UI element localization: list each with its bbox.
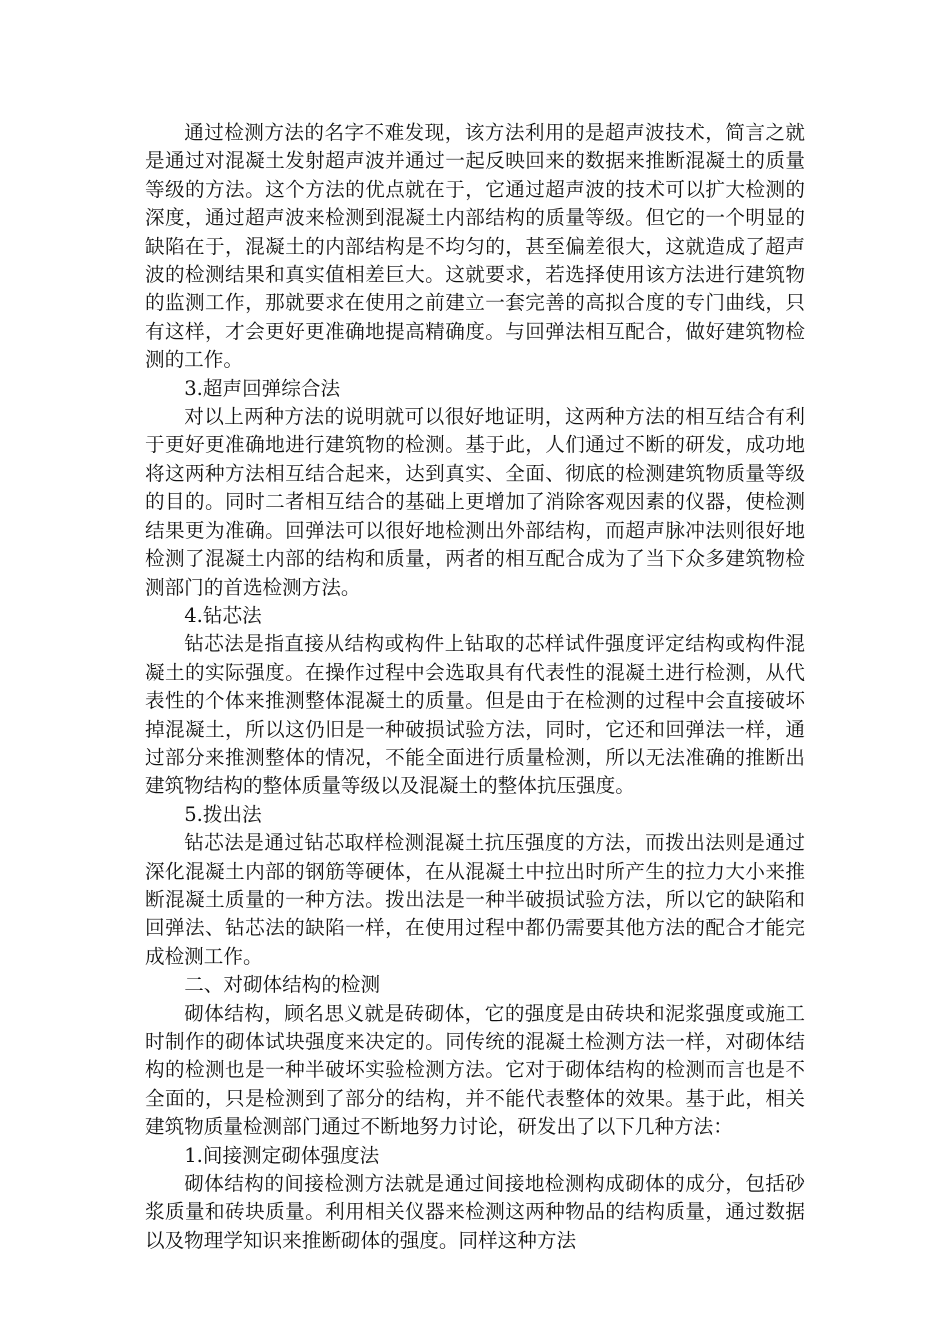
paragraph-ultrasonic-rebound-method: 对以上两种方法的说明就可以很好地证明，这两种方法的相互结合有利于更好更准确地进行建筑物的检测。基于此，人们通过不断的研发，成功地将这两种方法相互结合起来，达到真实、全面、彻底的检测建筑物质量等级的目的。同时二者相互结合的基础上更增加了消除客观因素的仪器，使检测结果更为准确。回弹法可以很好地检测出外部结构，而超声脉冲法则很好地检测了混凝土内部的结构和质量，两者的相互配合成为了当下众多建筑物检测部门的首选检测方法。 — [145, 405, 805, 599]
heading-ultrasonic-rebound-method: 3.超声回弹综合法 — [184, 376, 341, 400]
heading-pull-out-method: 5.拨出法 — [184, 802, 262, 826]
heading-indirect-masonry-strength: 1.间接测定砌体强度法 — [184, 1143, 380, 1167]
heading-masonry-inspection: 二、对砌体结构的检测 — [184, 973, 381, 997]
paragraph-ultrasonic-method: 通过检测方法的名字不难发现，该方法利用的是超声波技术，简言之就是通过对混凝土发射超声波并通过一起反映回来的数据来推断混凝土的质量等级的方法。这个方法的优点就在于，它通过超声波的技术可以扩大检测的深度，通过超声波来检测到混凝土内部结构的质量等级。但它的一个明显的缺陷在于，混凝土的内部结构是不均匀的，甚至偏差很大，这就造成了超声波的检测结果和真实值相差巨大。这就要求，若选择使用该方法进行建筑物的监测工作，那就要求在使用之前建立一套完善的高拟合度的专门曲线，只有这样，才会更好更准确地提高精确度。与回弹法相互配合，做好建筑物检测的工作。 — [145, 121, 805, 372]
heading-core-drilling-method: 4.钻芯法 — [184, 603, 262, 627]
paragraph-indirect-masonry-strength: 砌体结构的间接检测方法就是通过间接地检测构成砌体的成分，包括砂浆质量和砖块质量。利用相关仪器来检测这两种物品的结构质量，通过数据以及物理学知识来推断砌体的强度。同样这种方法 — [145, 1172, 805, 1252]
paragraph-core-drilling-method: 钻芯法是指直接从结构或构件上钻取的芯样试件强度评定结构或构件混凝土的实际强度。在操作过程中会选取具有代表性的混凝土进行检测，从代表性的个体来推测整体混凝土的质量。但是由于在检测的过程中会直接破坏掉混凝土，所以这仍旧是一种破损试验方法，同时，它还和回弹法一样，通过部分来推测整体的情况，不能全面进行质量检测，所以无法准确的推断出建筑物结构的整体质量等级以及混凝土的整体抗压强度。 — [145, 632, 805, 798]
document-page — [145, 119, 805, 1255]
paragraph-pull-out-method: 钻芯法是通过钻芯取样检测混凝土抗压强度的方法，而拨出法则是通过深化混凝土内部的钢筋等硬体，在从混凝土中拉出时所产生的拉力大小来推断混凝土质量的一种方法。拨出法是一种半破损试验方法，所以它的缺陷和回弹法、钻芯法的缺陷一样，在使用过程中都仍需要其他方法的配合才能完成检测工作。 — [145, 831, 805, 968]
paragraph-masonry-inspection: 砌体结构，顾名思义就是砖砌体，它的强度是由砖块和泥浆强度或施工时制作的砌体试块强度来决定的。同传统的混凝土检测方法一样，对砌体结构的检测也是一种半破坏实验检测方法。它对于砌体结构的检测而言也是不全面的，只是检测到了部分的结构，并不能代表整体的效果。基于此，相关建筑物质量检测部门通过不断地努力讨论，研发出了以下几种方法： — [145, 1001, 805, 1139]
